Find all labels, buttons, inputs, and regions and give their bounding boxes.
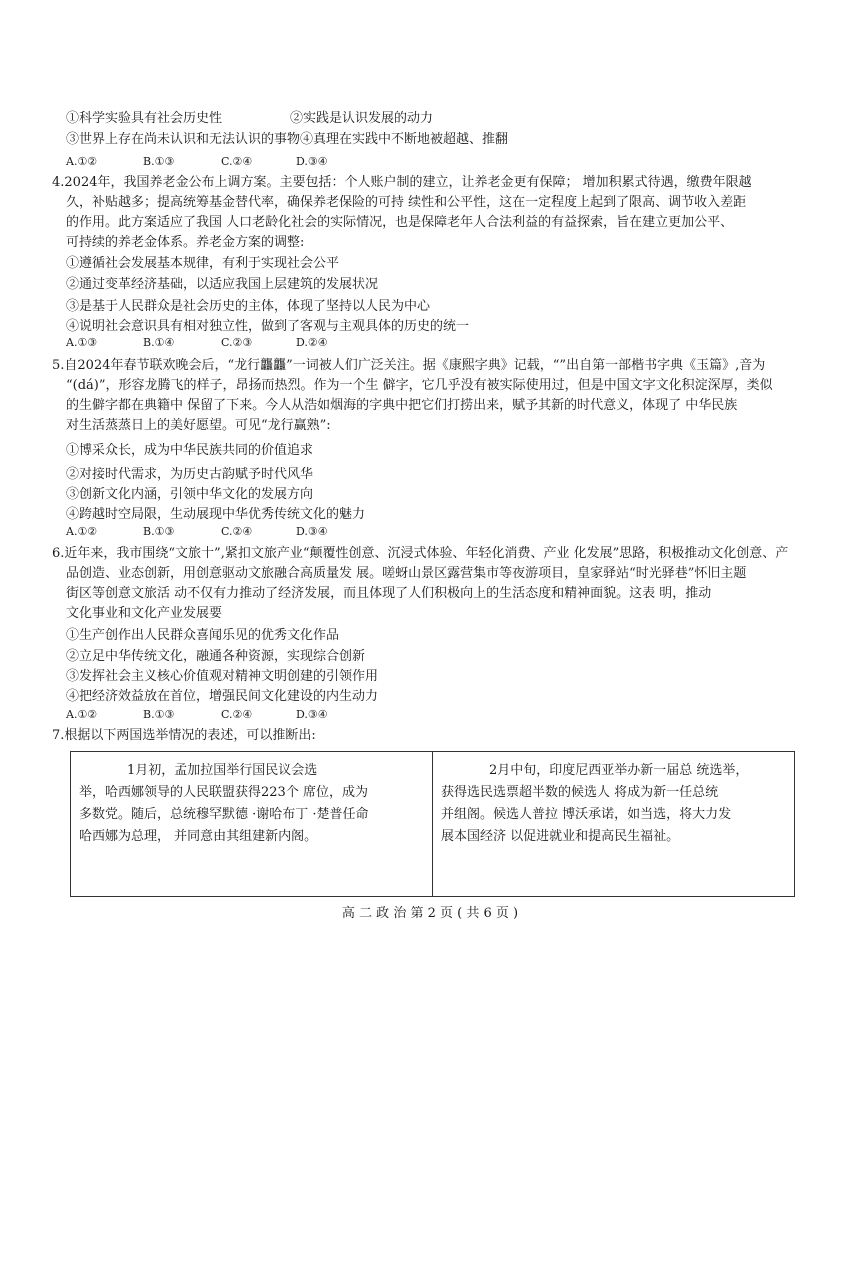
q7-stem: 7.根据以下两国选举情况的表述，可以推断出: bbox=[52, 728, 316, 743]
option-c: C.②④ bbox=[221, 525, 253, 538]
q6-choice: ③发挥社会主义核心价值观对精神文明创建的引领作用 bbox=[66, 669, 379, 684]
q5-stem-line: 5.自2024年春节联欢晚会后，“龙行龘龘”一词被人们广泛关注。据《康熙字典》记载，“”出自第一部楷书字典《玉篇》,音为 bbox=[52, 358, 766, 373]
q5-stem-line: 对生活蒸蒸日上的美好愿望。可见“龙行赢熟”: bbox=[66, 418, 331, 433]
q5-options bbox=[66, 524, 366, 540]
q3-options bbox=[66, 154, 366, 170]
indonesia-cell bbox=[433, 752, 795, 897]
option-d: D.③④ bbox=[296, 155, 328, 168]
q3-choice-1: ①科学实验具有社会历史性 bbox=[66, 111, 223, 126]
q6-stem-line: 文化事业和文化产业发展要 bbox=[66, 606, 223, 621]
option-d: D.②④ bbox=[296, 336, 328, 349]
q6-stem-line: 品创造、业态创新，用创意驱动文旅融合高质量发 展。嗟蚜山景区露营集市等夜游项目，皇家驿站“时光驿巷”怀旧主题 bbox=[66, 566, 747, 581]
option-b: B.①③ bbox=[143, 525, 175, 538]
q6-stem-line: 6.近年来，我市围绕“文旅十”,紧扣文旅产业“颠覆性创意、沉浸式体验、年轻化消费、产业 化发展”思路，积极推动文化创意、产 bbox=[52, 546, 789, 561]
q4-choice: ②通过变革经济基础，以适应我国上层建筑的发展状况 bbox=[66, 277, 379, 292]
option-a: A.①③ bbox=[66, 336, 98, 349]
q4-choice: ①遵循社会发展基本规律，有利于实现社会公平 bbox=[66, 256, 340, 271]
option-a: A.①② bbox=[66, 525, 98, 538]
q5-choice: ①博采众长，成为中华民族共同的价值追求 bbox=[66, 443, 314, 458]
q5-choice: ②对接时代需求，为历史古韵赋予时代风华 bbox=[66, 467, 314, 482]
q3-choice-2: ②实践是认识发展的动力 bbox=[290, 111, 434, 126]
q6-options bbox=[66, 707, 366, 723]
option-c: C.②④ bbox=[221, 155, 253, 168]
q6-choice: ②立足中华传统文化，融通各种资源，实现综合创新 bbox=[66, 649, 366, 664]
bangladesh-cell bbox=[71, 752, 433, 897]
q4-choice: ④说明社会意识具有相对独立性，做到了客观与主观具体的历史的统一 bbox=[66, 319, 470, 334]
q4-stem-line: 的作用。此方案适应了我国 人口老龄化社会的实际情况，也是保障老年人合法利益的有益探索，旨在建立更加公平、 bbox=[66, 215, 734, 230]
option-d: D.③④ bbox=[296, 525, 328, 538]
q4-stem-line: 4.2024年，我国养老金公布上调方案。主要包括：个人账户制的建立，让养老金更有保障； 增加积累式待遇，缴费年限越 bbox=[52, 175, 752, 190]
comparison-table bbox=[70, 751, 795, 897]
option-c: C.②④ bbox=[221, 708, 253, 721]
q5-stem-line: “(dá)”，形容龙腾飞的样子，昂扬而热烈。作为一个生 僻字，它几乎没有被实际使用过，但是中国文字文化积淀深厚，类似 bbox=[66, 378, 773, 393]
option-c: C.②③ bbox=[221, 336, 253, 349]
q4-choice: ③是基于人民群众是社会历史的主体，体现了坚持以人民为中心 bbox=[66, 299, 431, 314]
q5-choice: ③创新文化内涵，引领中华文化的发展方向 bbox=[66, 487, 314, 502]
q5-choice: ④跨越时空局限，生动展现中华优秀传统文化的魅力 bbox=[66, 507, 366, 522]
option-a: A.①② bbox=[66, 155, 98, 168]
option-a: A.①② bbox=[66, 708, 98, 721]
q4-options bbox=[66, 335, 366, 351]
option-d: D.③④ bbox=[296, 708, 328, 721]
bangladesh-text: 1月初，孟加拉国举行国民议会选 举，哈西娜领导的人民联盟获得223个 席位，成为 多数党。随后，总统穆罕默德 ·谢哈布丁 ·楚普任命 哈西娜为总理， 并同意由其组建新内阁。 bbox=[79, 763, 369, 844]
indonesia-text: 2月中旬，印度尼西亚举办新一届总 统选举， 获得选民选票超半数的候选人 将成为新一任总统 并组阁。候选人普拉 博沃承诺，如当选，将大力发 展本国经济 以促进就业和提高民生福祉。 bbox=[441, 763, 749, 844]
q4-stem-line: 可持续的养老金体系。养老金方案的调整: bbox=[66, 235, 305, 250]
option-b: B.①④ bbox=[143, 336, 175, 349]
page-footer: 高 二 政 治 第 2 页 ( 共 6 页 ) bbox=[341, 906, 519, 921]
q5-stem-line: 的生僻字都在典籍中 保留了下来。今人从浩如烟海的字典中把它们打捞出来，赋予其新的时代意义，体现了 中华民族 bbox=[66, 398, 738, 413]
q4-stem-line: 久，补贴越多；提高统筹基金替代率，确保养老保险的可持 续性和公平性，这在一定程度上起到了限高、调节收入差距 bbox=[66, 195, 747, 210]
table-row bbox=[71, 752, 795, 897]
option-b: B.①③ bbox=[143, 155, 175, 168]
option-b: B.①③ bbox=[143, 708, 175, 721]
q6-choice: ①生产创作出人民群众喜闻乐见的优秀文化作品 bbox=[66, 628, 340, 643]
q6-choice: ④把经济效益放在首位，增强民间文化建设的内生动力 bbox=[66, 689, 379, 704]
q3-choice-3-4: ③世界上存在尚未认识和无法认识的事物④真理在实践中不断地被超越、推翻 bbox=[66, 132, 509, 147]
q6-stem-line: 街区等创意文旅活 动不仅有力推动了经济发展，而且体现了人们积极向上的生活态度和精神面貌。这表 明，推动 bbox=[66, 586, 712, 601]
